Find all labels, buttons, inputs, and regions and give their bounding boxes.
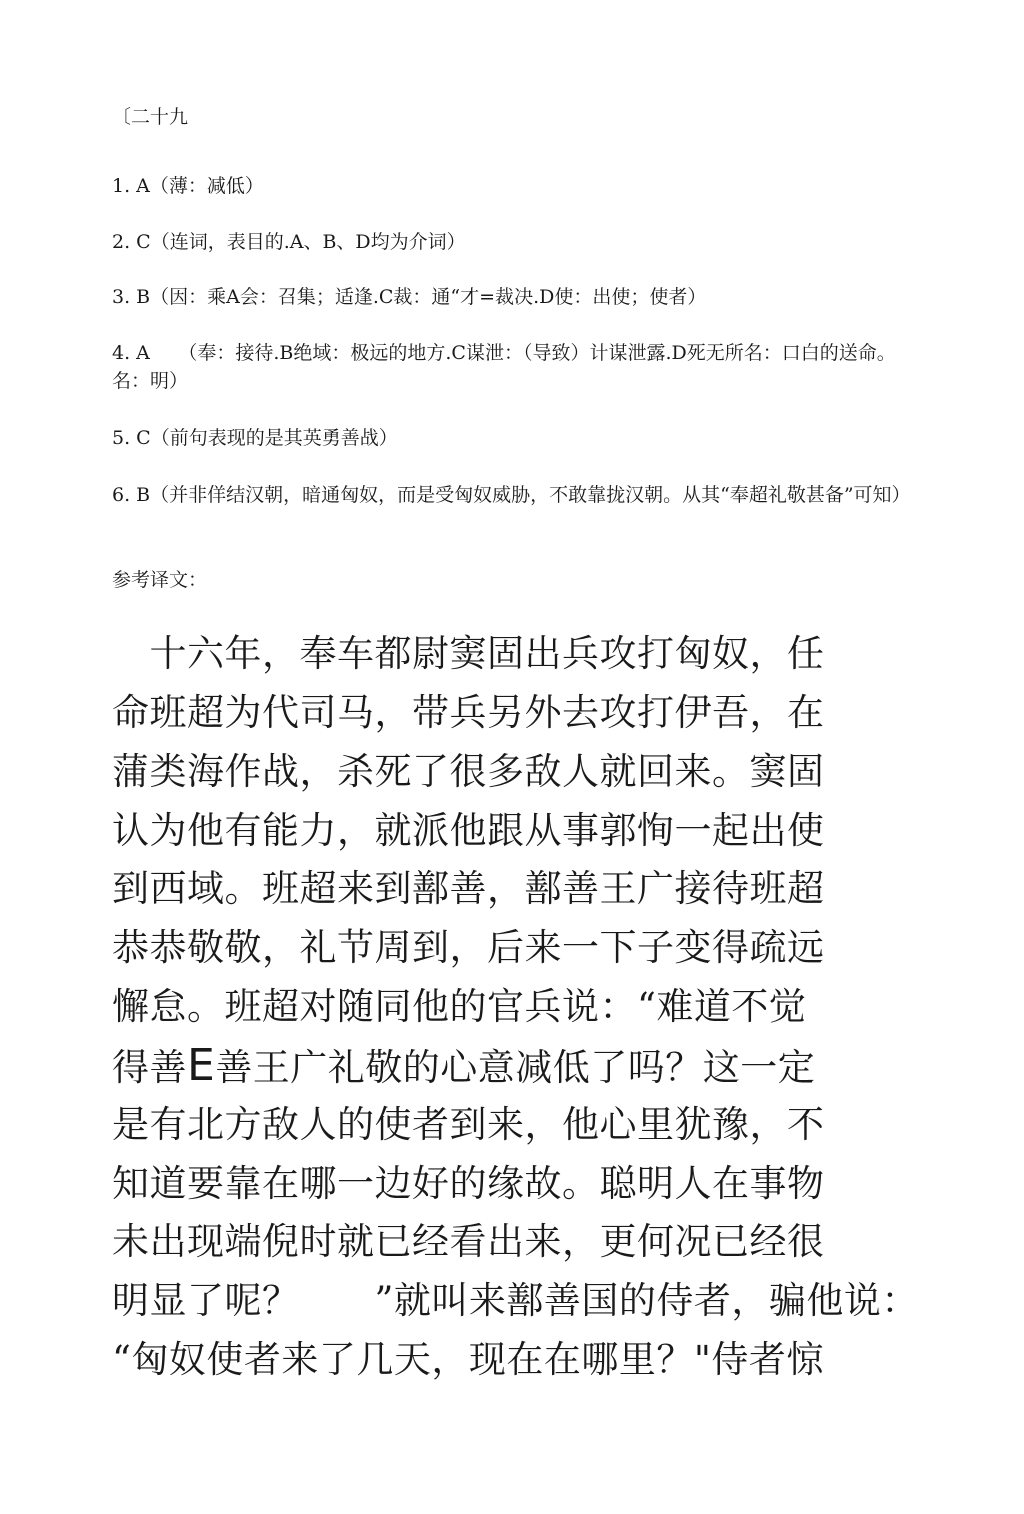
answer-4: 4. A （奉：接待.B绝域：极远的地方.C谋泄：（导致）计谋泄露.D死无所名：口白的送命。名：明） — [112, 342, 896, 392]
translation-line-part: 得善 — [112, 1046, 187, 1089]
translation-line: 认为他有能力，就派他跟从事郭恂一起出使 — [112, 809, 825, 852]
translation-line: 懈怠。班超对随同他的官兵说：“难道不觉 — [112, 985, 807, 1028]
translation-line: 未出现端倪时就已经看出来，更何况已经很 — [112, 1220, 825, 1263]
answer-6: 6. B（并非佯结汉朝，暗通匈奴，而是受匈奴威胁，不敢靠拢汉朝。从其“奉超礼敬甚备”可知） — [112, 484, 911, 506]
translation-line: 十六年，奉车都尉窦固出兵攻打匈奴，任 — [112, 632, 825, 675]
translation-line: 恭恭敬敬，礼节周到，后来一下子变得疏远 — [112, 926, 825, 969]
answer-2: 2. C（连词，表目的.A、B、D均为介词） — [112, 231, 466, 253]
reference-label: 参考译文： — [112, 569, 208, 591]
translation-line: 明显了呢？ ”就叫来鄯善国的侍者，骗他说： — [112, 1279, 919, 1322]
translation-line-part: 善王广礼敬的心意减低了吗？这一定 — [215, 1046, 816, 1089]
stray-letter-e: E — [187, 1040, 216, 1091]
translation-line: 到西域。班超来到鄯善，鄯善王广接待班超 — [112, 867, 825, 910]
translation-line — [112, 1040, 816, 1091]
section-title: 〔二十九 — [112, 106, 189, 128]
translation-line: 命班超为代司马，带兵另外去攻打伊吾，在 — [112, 691, 825, 734]
answer-1: 1. A（薄：减低） — [112, 175, 264, 197]
answer-5: 5. C（前句表现的是其英勇善战） — [112, 427, 398, 449]
translation-line: 蒲类海作战，杀死了很多敌人就回来。窦固 — [112, 750, 825, 793]
translation-line: 知道要靠在哪一边好的缘故。聪明人在事物 — [112, 1162, 825, 1205]
translation-line: “匈奴使者来了几天，现在在哪里？"侍者惊 — [112, 1338, 824, 1381]
translation-line: 是有北方敌人的使者到来，他心里犹豫，不 — [112, 1103, 825, 1146]
answer-3: 3. B（因：乘A会：召集；适逢.C裁：通“才=裁决.D使：出使；使者） — [112, 286, 707, 308]
